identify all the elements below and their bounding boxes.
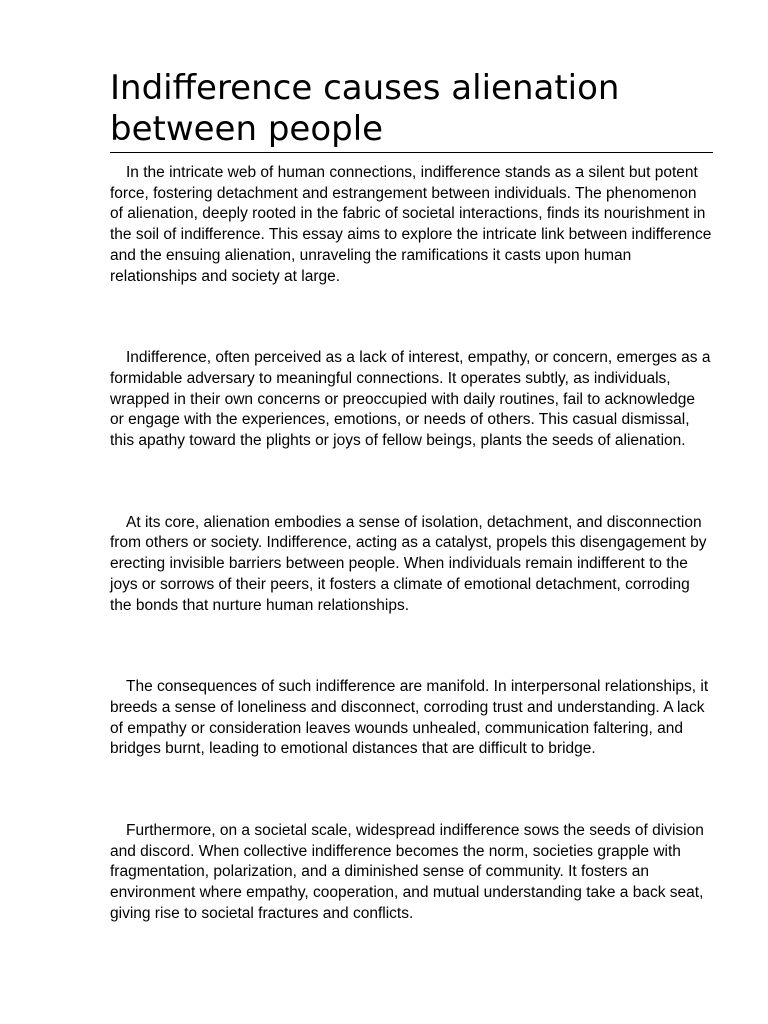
- document-page: [110, 68, 713, 986]
- document-body: [110, 163, 713, 925]
- paragraph: Indifference, often perceived as a lack of interest, empathy, or concern, emerges as a formidable adversary to meaningful connections. It operates subtly, as individuals, wrapped in their own concerns or preoccupied with daily routines, fail to acknowledge or engage with the experiences, emotions, or needs of others. This casual dismissal, this apathy toward the plights or joys of fellow beings, plants the seeds of alienation.: [110, 349, 711, 450]
- paragraph: Furthermore, on a societal scale, widespread indifference sows the seeds of division and discord. When collective indifference becomes the norm, societies grapple with fragmentation, polarization, and a diminished sense of community. It fosters an environment where empathy, cooperation, and mutual understanding take a back seat, giving rise to societal fractures and conflicts.: [110, 822, 704, 922]
- document-title: Indifference causes alienation between people: [110, 68, 713, 153]
- paragraph: In the intricate web of human connections, indifference stands as a silent but potent force, fostering detachment and estrangement between individuals. The phenomenon of alienation, deeply rooted in the fabric of societal interactions, finds its nourishment in the soil of indifference. This essay aims to explore the intricate link between indifference and the ensuing alienation, unraveling the ramifications it casts upon human relationships and society at large.: [110, 164, 712, 285]
- paragraph: At its core, alienation embodies a sense of isolation, detachment, and disconnection from others or society. Indifference, acting as a catalyst, propels this disengagement by erecting invisible barriers between people. When individuals remain indifferent to the joys or sorrows of their peers, it fosters a climate of emotional detachment, corroding the bonds that nurture human relationships.: [110, 513, 707, 614]
- paragraph: The consequences of such indifference are manifold. In interpersonal relationships, it breeds a sense of loneliness and disconnect, corroding trust and understanding. A lack of empathy or consideration leaves wounds unhealed, communication faltering, and bridges burnt, leading to emotional distances that are difficult to bridge.: [110, 678, 709, 758]
